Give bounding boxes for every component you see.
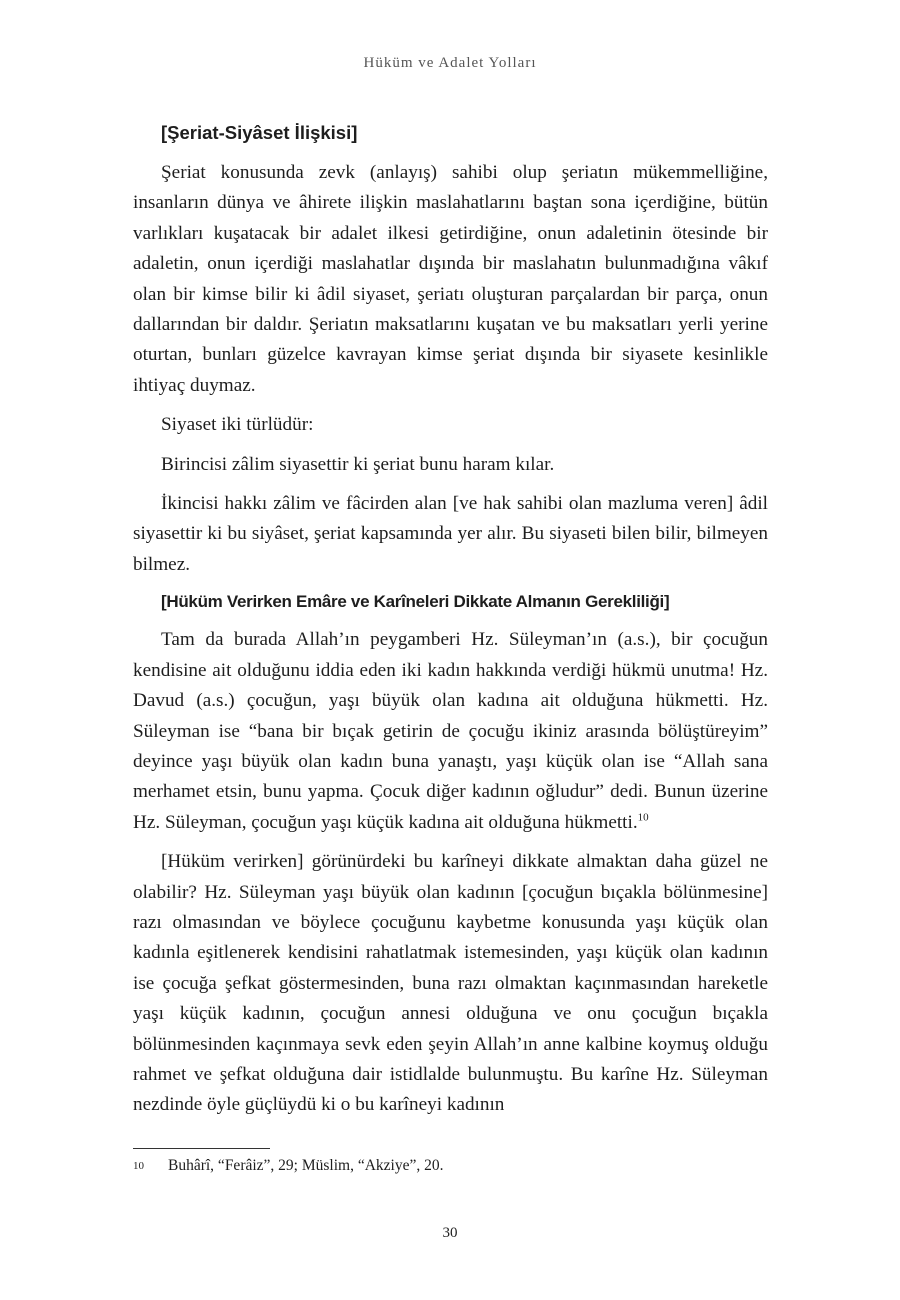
paragraph: İkincisi hakkı zâlim ve fâcirden alan [ve hak sahibi olan mazluma veren] âdil siyasettir ki bu siyâset, şeriat kapsamında yer alır. Bu siyaseti bilen bilir, bilmeyen bilmez.	[133, 493, 768, 575]
paragraph: [Hüküm verirken] görünürdeki bu karîneyi dikkate almaktan daha güzel ne olabilir? Hz. Süleyman yaşı büyük olan kadının [çocuğun bıçakla bölünmesine] razı olmasından ve böylece çocuğunu kaybetme konusunda yaşı küçük olan kadınla eşitlenerek kendisini rahatlatmak istemesinden, yaşı küçük olan kadının ise çocuğa şefkat göstermesinden, buna razı olmaktan kaçınmasından hareketle yaşı küçük kadının, çocuğun annesi olduğuna ve onu çocuğun bıçakla bölünmesinden kaçınmaya sevk eden şeyin Allah’ın anne kalbine koymuş olduğu rahmet ve şefkat olduğuna dair istidlalde bulunmuştu. Bu karîne Hz. Süleyman nezdinde öyle güçlüydü ki o bu karîneyi kadının	[133, 851, 768, 1116]
paragraph: Şeriat konusunda zevk (anlayış) sahibi olup şeriatın mükemmelliğine, insanların dünya ve âhirete ilişkin maslahatlarını baştan sona içerdiğine, bütün varlıkları kuşatacak bir adalet ilkesi getirdiğine, onun adaletinin ötesinde bir adaletin, onun içerdiği maslahatlar dışında bir maslahatın bulunmadığına vâkıf olan bir kimse bilir ki âdil siyaset, şeriatı oluşturan parçalardan bir parça, onun dallarından bir daldır. Şeriatın maksatlarını kuşatan ve bu maksatları yerli yerine oturtan, bunları güzelce kavrayan kimse şeriat dışında bir siyasete kesinlikle ihtiyaç duymaz.	[133, 162, 768, 396]
footnote-divider	[133, 1148, 270, 1149]
section-heading-sharia-politics: [Şeriat-Siyâset İlişkisi]	[161, 122, 358, 143]
section-heading-evidence: [Hüküm Verirken Emâre ve Karîneleri Dikkate Almanın Gerekliliği]	[161, 592, 670, 612]
paragraph-with-footnote	[133, 625, 768, 838]
page-body	[133, 120, 768, 1130]
running-head: Hüküm ve Adalet Yolları	[363, 55, 537, 71]
paragraph: Birincisi zâlim siyasettir ki şeriat bunu haram kılar.	[161, 453, 555, 475]
footnote-reference[interactable]: 10	[637, 811, 649, 824]
paragraph-text: Tam da burada Allah’ın peygamberi Hz. Süleyman’ın (a.s.), bir çocuğun kendisine ait olduğunu iddia eden iki kadın hakkında verdiği hükmü unutma! Hz. Davud (a.s.) çocuğun, yaşı büyük olan kadına ait olduğuna hükmetti. Hz. Süleyman ise “bana bir bıçak getirin de çocuğu ikiniz arasında bölüştüreyim” deyince yaşı büyük olan kadın buna yanaştı, yaşı küçük olan ise “Allah sana merhamet etsin, bunu yapma. Çocuk diğer kadının oğludur” dedi. Bunun üzerine Hz. Süleyman, çocuğun yaşı küçük kadına ait olduğuna hükmetti.	[133, 629, 768, 833]
footnote	[133, 1155, 768, 1177]
footnote-number: 10	[133, 1160, 144, 1172]
paragraph: Siyaset iki türlüdür:	[161, 414, 314, 436]
footnote-text: Buhârî, “Ferâiz”, 29; Müslim, “Akziye”, 20.	[168, 1157, 444, 1174]
page-number: 30	[442, 1225, 458, 1241]
